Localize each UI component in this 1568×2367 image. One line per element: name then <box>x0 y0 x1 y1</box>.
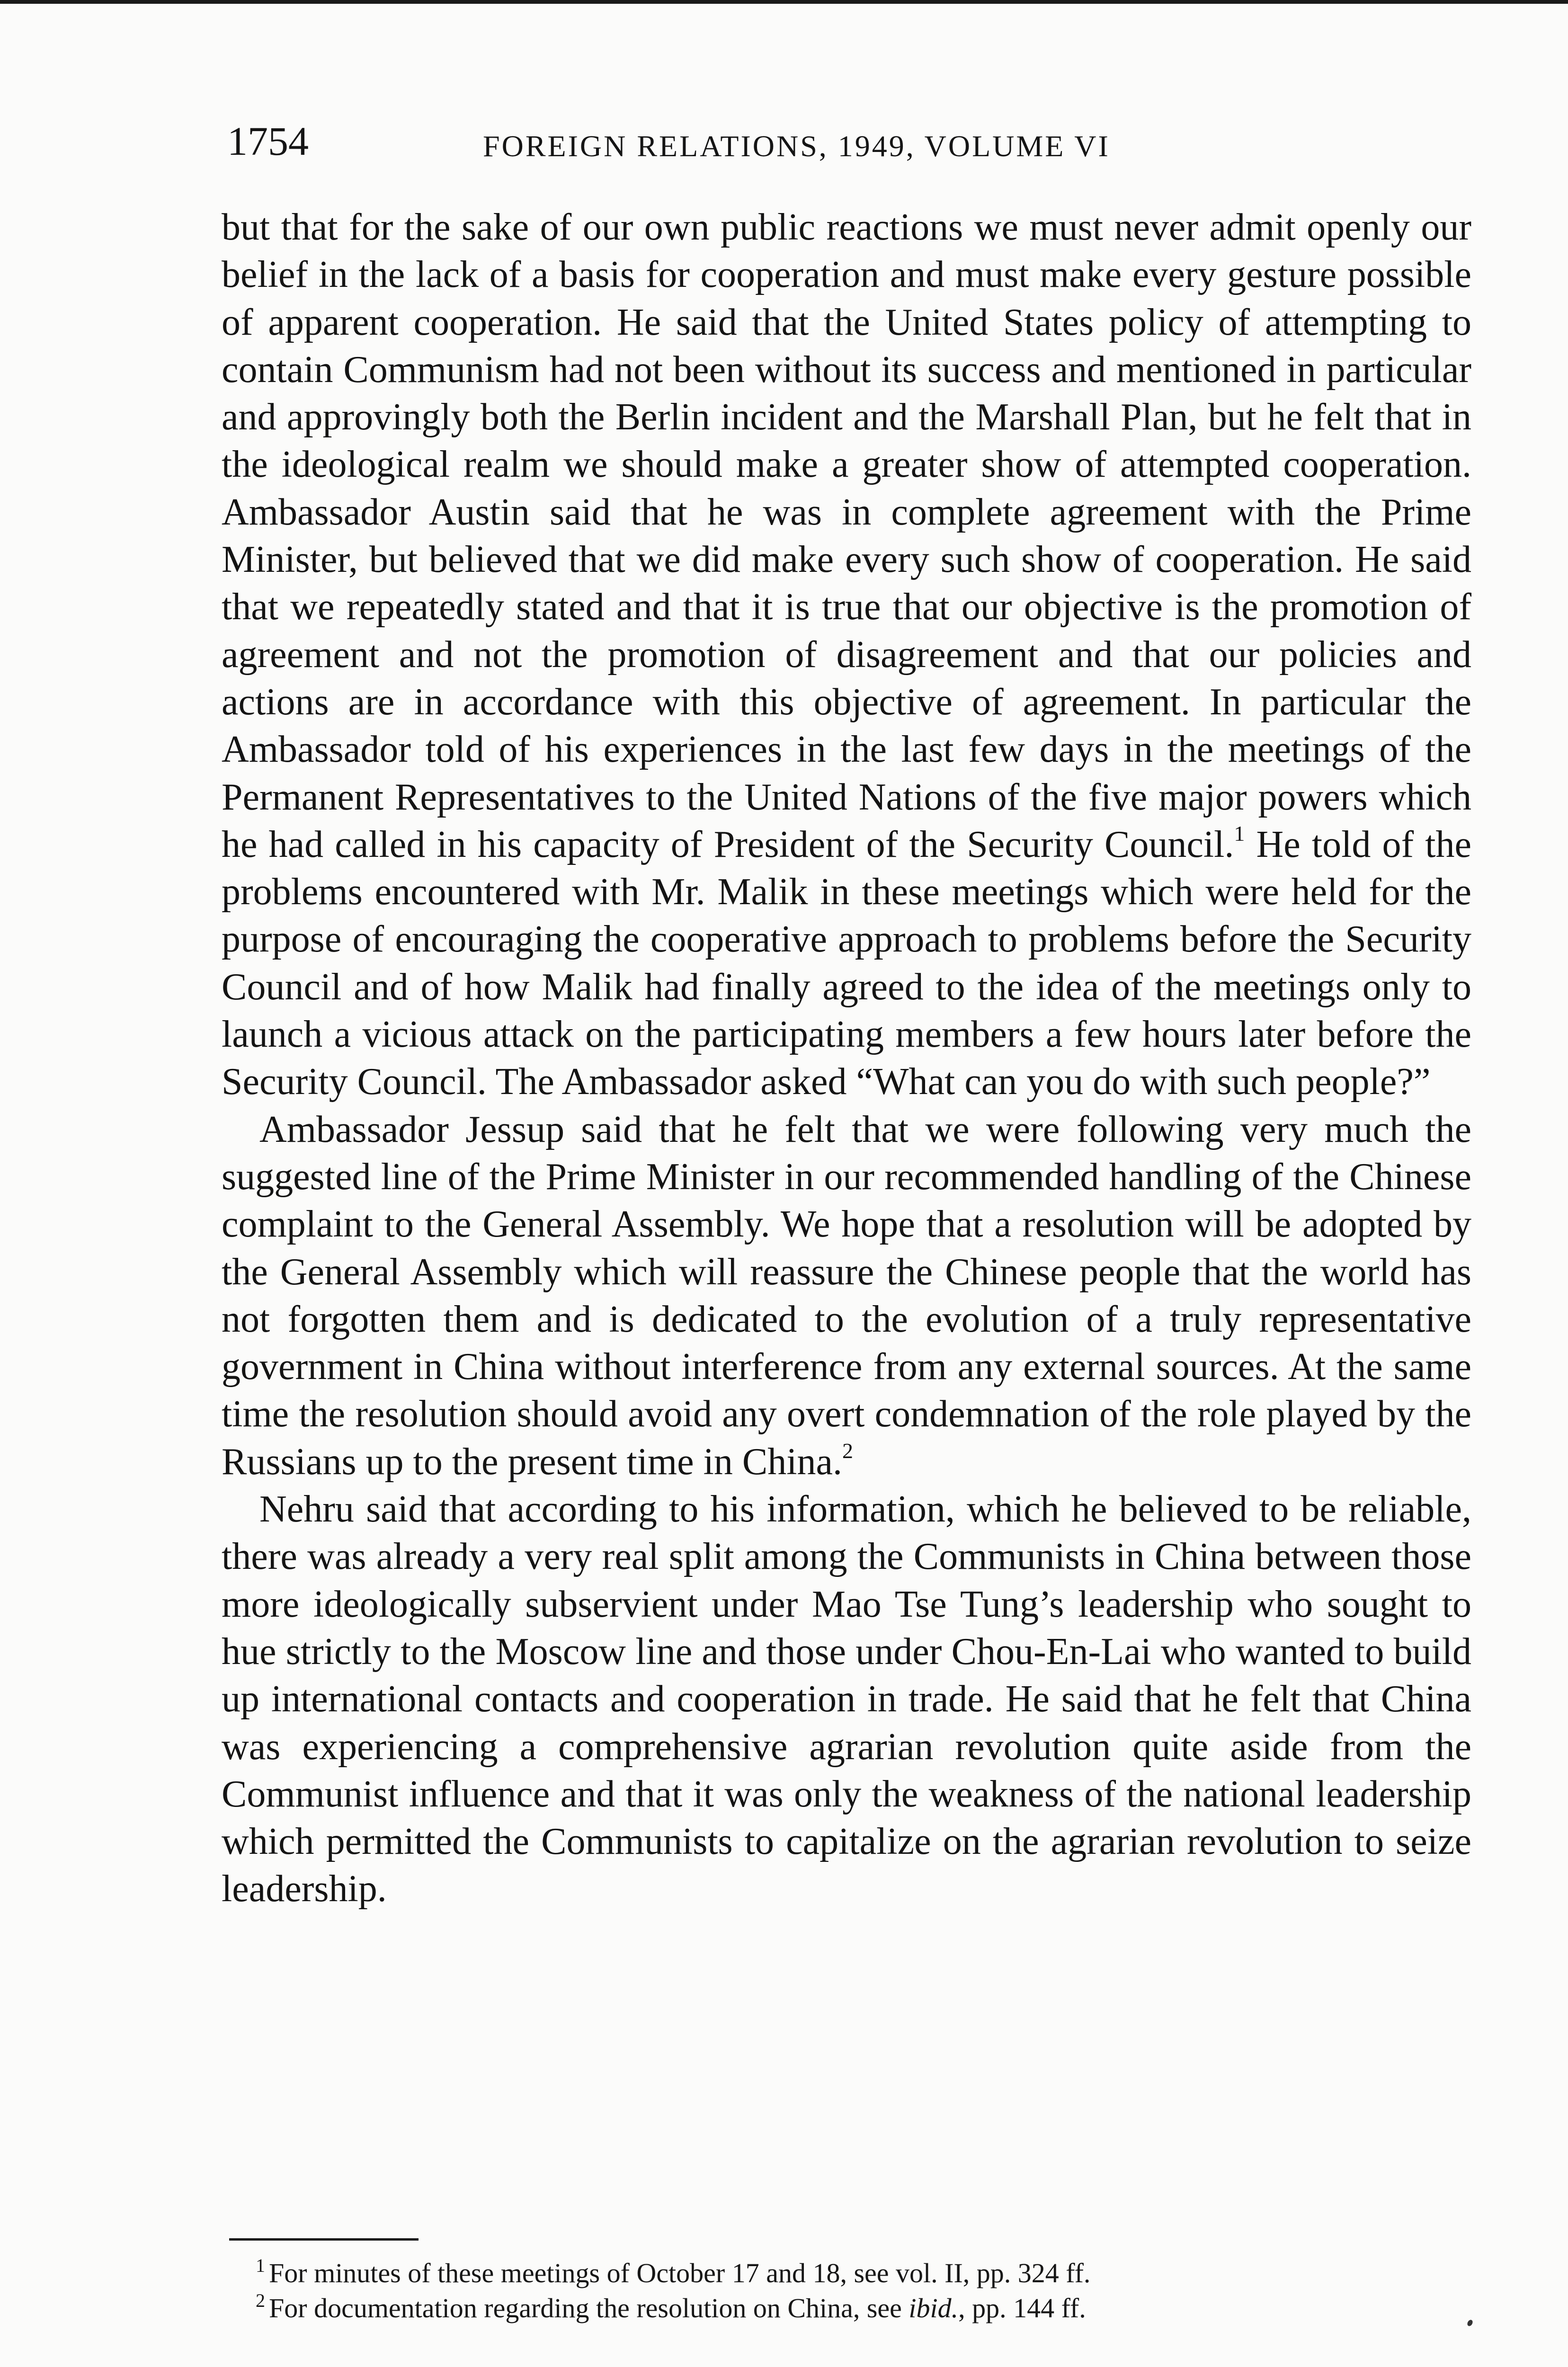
paragraph-text: He told of the problems encountered with Mr. Malik in these meetings which were held for the purpose of encouraging the cooperative approach to problems before the Security Council and of how Malik had finally agreed to the idea of the meetings only to launch a vicious attack on the participating members a few hours later before the Security Council. The Ambassador asked “What can you do with such people?” <box>222 823 1472 1103</box>
paragraph-jessup <box>222 1106 1471 1486</box>
footnote-text: , pp. 324 ff. <box>962 2258 1091 2288</box>
footnote-text: For minutes of these meetings of October 17 and 18, see vol. <box>269 2258 945 2288</box>
body-text <box>222 204 1471 1913</box>
footnote-volume: II <box>944 2258 963 2288</box>
page-header <box>218 116 1472 173</box>
footnotes <box>256 2256 1468 2326</box>
footnote-2 <box>256 2291 1468 2326</box>
footnote-separator-rule <box>229 2238 419 2241</box>
footnote-1 <box>256 2256 1468 2291</box>
footnote-reference-2[interactable]: 2 <box>842 1438 853 1463</box>
paragraph-text: Nehru said that according to his information, which he believed to be reliable, there was already a very real split among the Communists in China between those more ideologically subservient under Mao Tse Tung’s leadership who sought to hue strictly to the Moscow line and those under Chou-En-Lai who wanted to build up international contacts and cooperation in trade. He said that he felt that China was experiencing a comprehensive agrarian revolution quite aside from the Communist influence and that it was only the weakness of the national leadership which permitted the Communists to capitalize on the agrarian revolution to seize leadership. <box>222 1488 1471 1910</box>
footnote-text: , pp. 144 ff. <box>958 2293 1086 2323</box>
footnote-marker: 2 <box>256 2290 265 2311</box>
running-head: FOREIGN RELATIONS, 1949, VOLUME VI <box>483 129 1110 163</box>
paragraph-text: Ambassador Jessup said that he felt that we were following very much the suggested line of the Prime Minister in our recommended handling of the Chinese complaint to the General Assembly. We hope that a resolution will be adopted by the General Assembly which will reassure the Chinese people that the world has not forgotten them and is dedicated to the evolution of a truly representative government in China without interference from any external sources. At the same time the resolution should avoid any overt condemnation of the role played by the Russians up to the present time in China. <box>222 1108 1471 1483</box>
paragraph-text: but that for the sake of our own public reactions we must never admit openly our belief in the lack of a basis for cooperation and must make every gesture possible of apparent cooperation. He said that the United States policy of attempting to contain Communism had not been without its success and mentioned in particular and approvingly both the Berlin incident and the Marshall Plan, but he felt that in the ideological realm we should make a greater show of attempted cooperation. Ambassador Austin said that he was in complete agreement with the Prime Minister, but believed that we did make every such show of cooperation. He said that we repeatedly stated and that it is true that our objective is the promotion of agreement and not the promotion of disagreement and that our policies and actions are in accordance with this objective of agreement. In particular the Ambassador told of his experiences in the last few days in the meetings of the Permanent Representatives to the United Nations of the five major powers which he had called in his capacity of President of the Security Council. <box>222 206 1471 865</box>
paragraph-continuation <box>222 204 1471 1106</box>
footnote-ibid: ibid. <box>909 2293 959 2323</box>
page-number: 1754 <box>227 118 309 164</box>
footnote-text: For documentation regarding the resolution on China, see <box>269 2293 909 2323</box>
paragraph-nehru <box>222 1486 1471 1913</box>
footnote-marker: 1 <box>256 2255 265 2276</box>
footnote-reference-1[interactable]: 1 <box>1234 821 1245 845</box>
top-edge-rule <box>0 0 1568 4</box>
